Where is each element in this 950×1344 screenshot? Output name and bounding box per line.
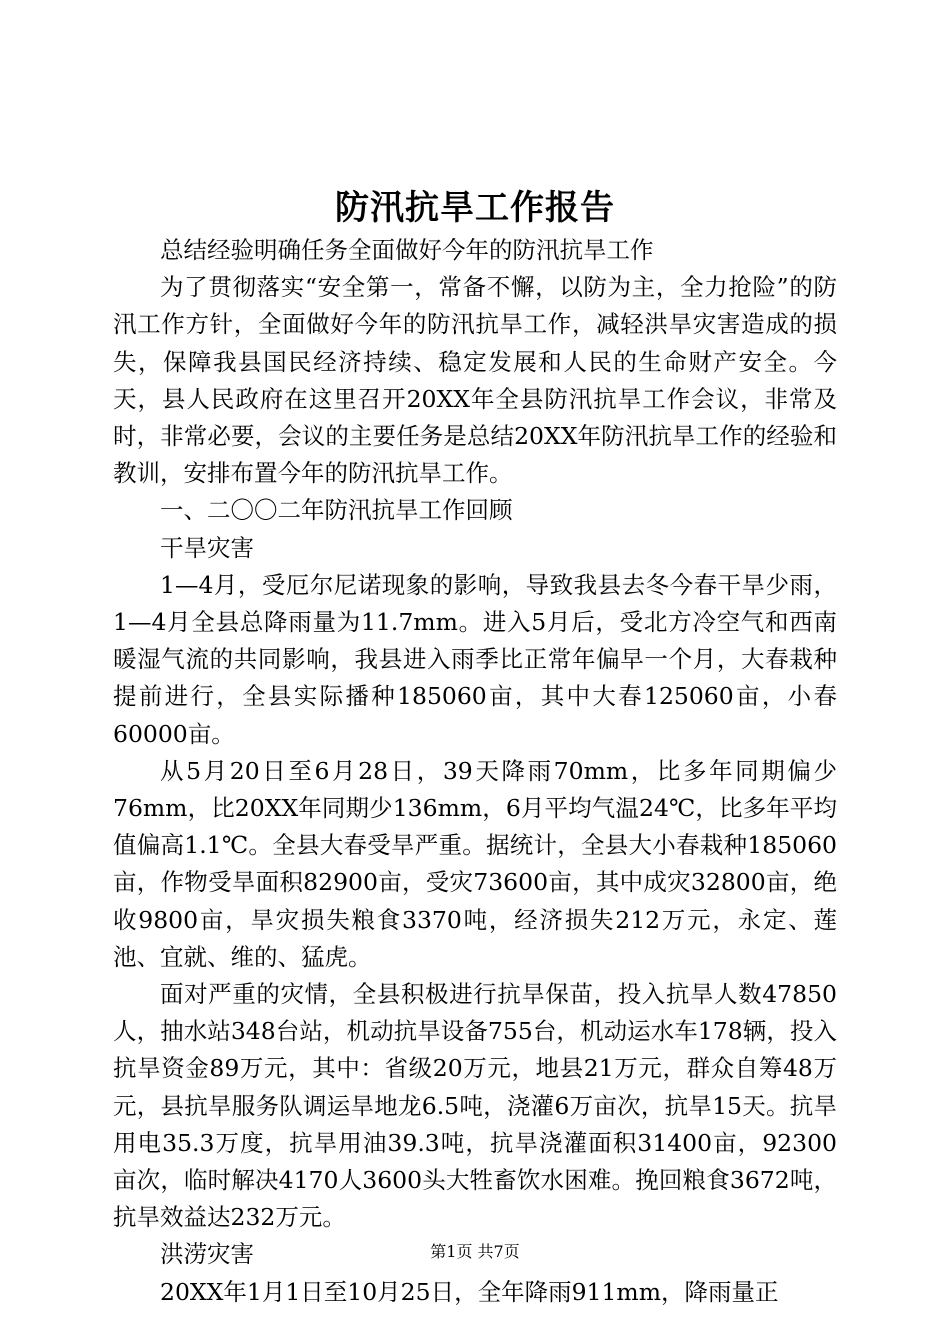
page-footer: 第1页 共7页	[430, 1242, 520, 1261]
subsection-heading-flood: 洪涝灾害	[160, 1240, 254, 1269]
section-heading: 一、二〇〇二年防汛抗旱工作回顾	[160, 496, 513, 525]
drought-paragraph-3: 面对严重的灾情，全县积极进行抗旱保苗，投入抗旱人数47850人，抽水站348台站，机动抗旱设备755台，机动运水车178辆，投入抗旱资金89万元，其中：省级20万元，地县21万元，群众自筹48万元，县抗旱服务队调运旱地龙6.5吨，浇灌6万亩次，抗旱15天。抗旱用电35.3万度，抗旱用油39.3吨，抗旱浇灌面积31400亩，92300亩次，临时解决4170人3600头大牲畜饮水困难。挽回粮食3672吨，抗旱效益达232万元。	[113, 980, 837, 1232]
flood-paragraph-1: 20XX年1月1日至10月25日，全年降雨911mm，降雨量正	[160, 1277, 779, 1306]
subtitle-paragraph: 总结经验明确任务全面做好今年的防汛抗旱工作	[160, 236, 654, 264]
document-title: 防汛抗旱工作报告	[335, 188, 615, 228]
drought-paragraph-2: 从5月20日至6月28日，39天降雨70mm，比多年同期偏少76mm，比20XX年同期少136mm，6月平均气温24℃，比多年平均值偏高1.1℃。全县大春受旱严重。据统计，全县大小春栽种185060亩，作物受旱面积82900亩，受灾73600亩，其中成灾32800亩，绝收9800亩，旱灾损失粮食3370吨，经济损失212万元，永定、莲池、宜就、维的、猛虎。	[113, 756, 837, 971]
subsection-heading-drought: 干旱灾害	[160, 533, 254, 562]
intro-paragraph: 为了贯彻落实“安全第一，常备不懈，以防为主，全力抢险”的防汛工作方针，全面做好今年的防汛抗旱工作，减轻洪旱灾害造成的损失，保障我县国民经济持续、稳定发展和人民的生命财产安全。今天，县人民政府在这里召开20XX年全县防汛抗旱工作会议，非常及时，非常必要，会议的主要任务是总结20XX年防汛抗旱工作的经验和教训，安排布置今年的防汛抗旱工作。	[113, 273, 837, 488]
document-body	[113, 232, 837, 1311]
drought-paragraph-1: 1—4月，受厄尔尼诺现象的影响，导致我县去冬今春干旱少雨，1—4月全县总降雨量为11.7mm。进入5月后，受北方冷空气和西南暖湿气流的共同影响，我县进入雨季比正常年偏早一个月，大春栽种提前进行，全县实际播种185060亩，其中大春125060亩，小春60000亩。	[113, 570, 837, 748]
